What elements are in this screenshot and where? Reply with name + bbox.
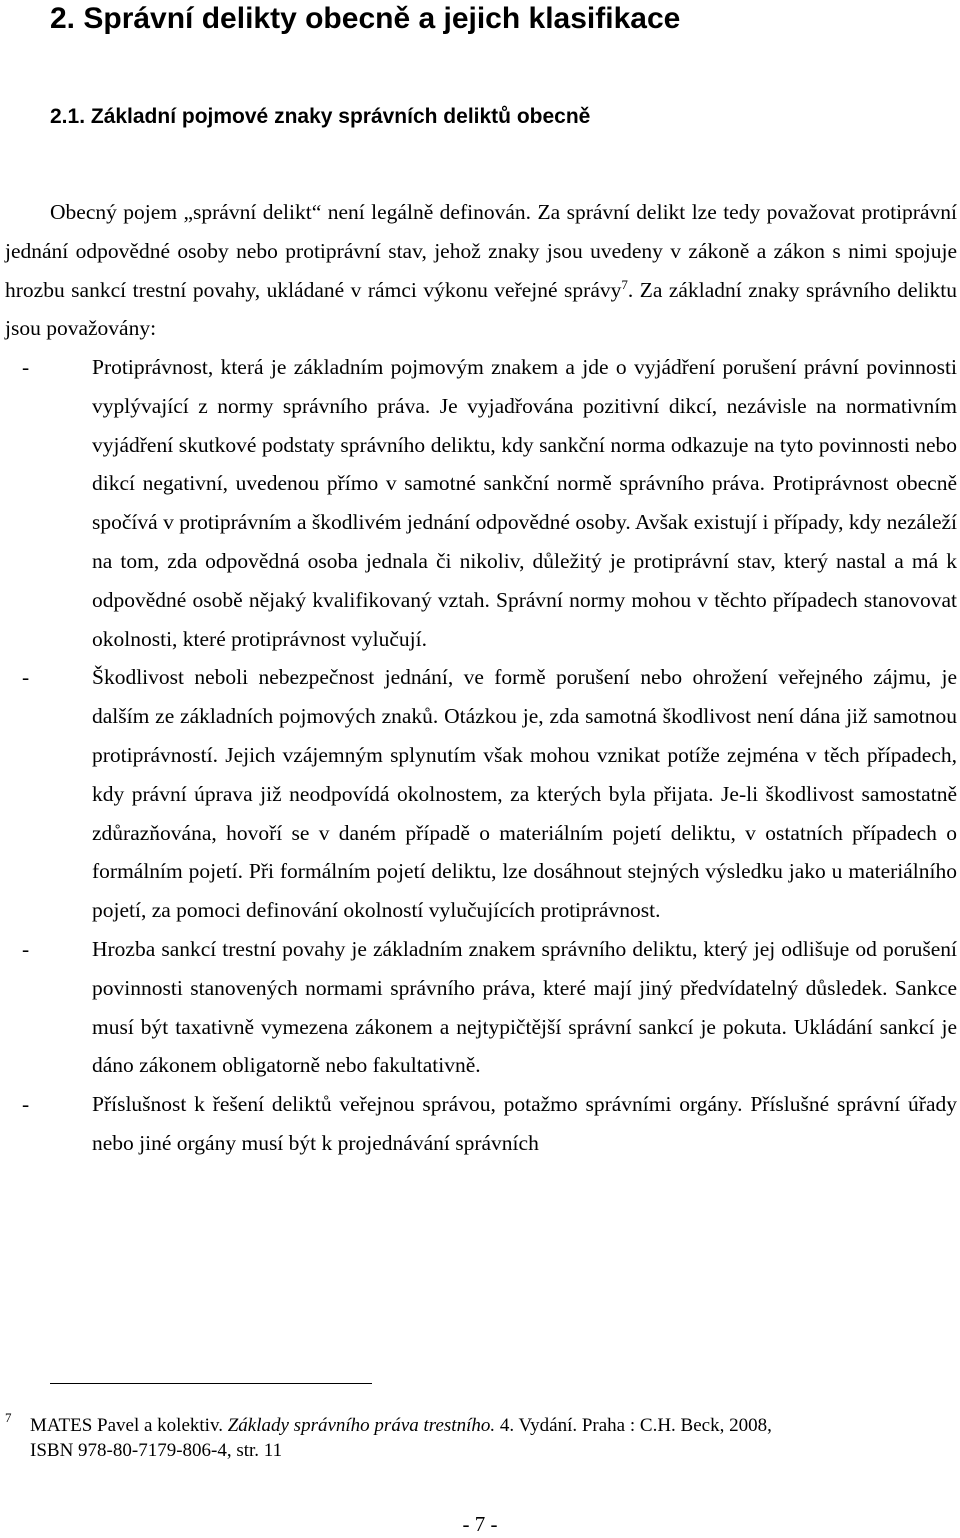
list-item (5, 348, 957, 658)
list-item (5, 1085, 957, 1163)
footnote-authors: MATES Pavel a kolektiv. (30, 1415, 223, 1436)
intro-text: Obecný pojem „správní delikt“ není legálně definován. Za správní delikt lze tedy považovat protiprávní jednání odpovědné osoby nebo protiprávní stav, jehož znaky jsou uvedeny v zákoně a zákon s nimi spojuje hrozbu sankcí trestní povahy, ukládané v rámci výkonu veřejné správy (5, 200, 957, 302)
footnote-reference[interactable]: 7 (621, 276, 628, 292)
chapter-heading: 2. Správní delikty obecně a jejich klasifikace (50, 2, 681, 35)
list-item-text: Škodlivost neboli nebezpečnost jednání, ve formě porušení nebo ohrožení veřejného zájmu, je dalším ze základních pojmových znaků. Otázkou je, zda samotná škodlivost není dána již samotnou protiprávností. Jejich vzájemným splynutím však mohou vznikat potíže zejména v těch případech, kdy právní úprava již neodpovídá okolnostem, za kterých byla přijata. Je-li škodlivost samostatně zdůrazňována, hovoří se v daném případě o materiálním pojetí deliktu, v ostatních případech o formálním pojetí. Při formálním pojetí deliktu, lze dosáhnout stejných výsledku jako u materiálního pojetí, za pomoci definování okolností vylučujících protiprávnost. (92, 665, 957, 923)
list-item-text: Hrozba sankcí trestní povahy je základním znakem správního deliktu, který jej odlišuje od porušení povinnosti stanovených normami správního práva, které mají jiný předvídatelný důsledek. Sankce musí být taxativně vymezena zákonem a nejtypičtější správní sankcí je pokuta. Ukládání sankcí je dáno zákonem obligatorně nebo fakultativně. (92, 936, 957, 1078)
footnote-text (30, 1413, 955, 1463)
footnote-title: Základy správního práva trestního. (227, 1415, 496, 1436)
list-item-text: Protiprávnost, která je základním pojmovým znakem a jde o vyjádření porušení právní povinnosti vyplývající z normy správního práva. Je vyjadřována pozitivní dikcí, nezávisle na normativním vyjádření skutkové podstaty správního deliktu, kdy sankční norma odkazuje na tyto povinnosti nebo dikcí negativní, uvedenou přímo v samotné sankční normě správního práva. Protiprávnost obecně spočívá v protiprávním a škodlivém jednání odpovědné osoby. Avšak existují i případy, kdy nezáleží na tom, zda odpovědná osoba jednala či nikoliv, důležitý je protiprávní stav, který nastal a má k odpovědné osobě nějaký kvalifikovaný vztah. Správní normy mohou v těchto případech stanovovat okolnosti, které protiprávnost vylučují. (92, 355, 957, 651)
list-dash: - (22, 665, 30, 690)
list-item-text: Příslušnost k řešení deliktů veřejnou správou, potažmo správními orgány. Příslušné správní úřady nebo jiné orgány musí být k projednávání správních (92, 1092, 957, 1155)
footnote-separator (50, 1383, 372, 1384)
list-item (5, 930, 957, 1085)
footnote-isbn: ISBN 978-80-7179-806-4, str. 11 (30, 1440, 283, 1461)
intro-paragraph (5, 193, 957, 348)
intro-text-continued: . Za základní znaky správního deliktu jsou považovány: (5, 277, 958, 341)
list-dash: - (22, 355, 30, 379)
page-number: - 7 - (462, 1512, 498, 1536)
section-heading: 2.1. Základní pojmové znaky správních deliktů obecně (50, 105, 591, 128)
footnote-edition: 4. Vydání. (499, 1415, 578, 1436)
footnote-publisher: Praha : C.H. Beck, 2008, (581, 1415, 772, 1436)
footnote-mark: 7 (5, 1410, 12, 1425)
footnote (5, 1410, 955, 1463)
list-dash: - (22, 1092, 30, 1117)
characteristics-list (5, 348, 957, 1163)
list-dash: - (22, 936, 30, 961)
list-item (5, 658, 957, 930)
